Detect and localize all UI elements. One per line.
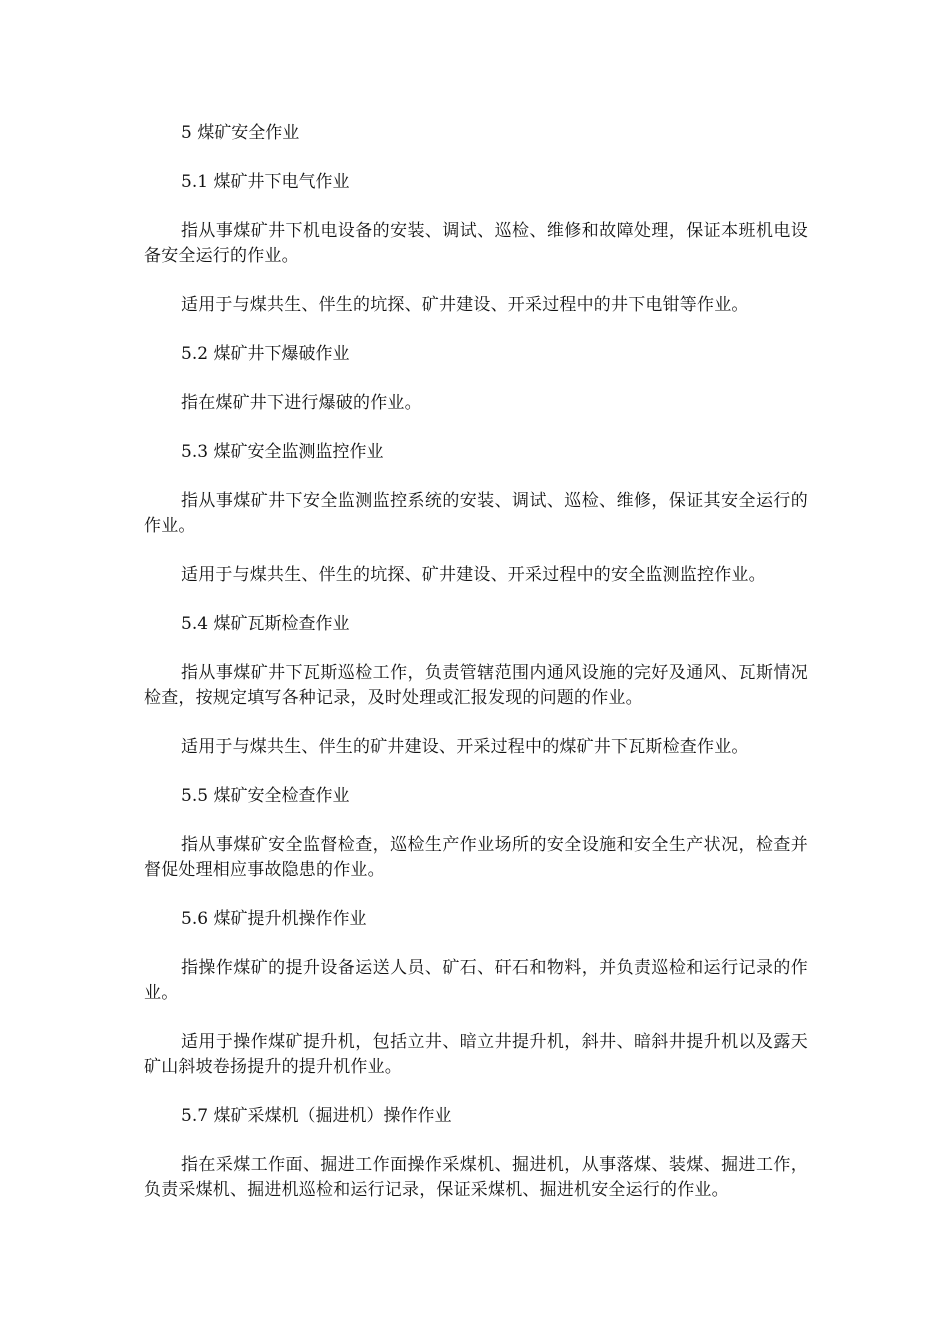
section-heading-5-4: 5.4 煤矿瓦斯检查作业 (181, 614, 350, 634)
paragraph-5-5-definition: 指从事煤矿安全监督检查，巡检生产作业场所的安全设施和安全生产状况，检查并督促处理相应事故隐患的作业。 (144, 835, 808, 880)
paragraph-5-1-scope: 适用于与煤共生、伴生的坑探、矿井建设、开采过程中的井下电钳等作业。 (181, 295, 749, 315)
section-heading-5-3: 5.3 煤矿安全监测监控作业 (181, 442, 384, 462)
document-body (144, 121, 808, 1203)
paragraph-5-7-definition: 指在采煤工作面、掘进工作面操作采煤机、掘进机，从事落煤、装煤、掘进工作，负责采煤机、掘进机巡检和运行记录，保证采煤机、掘进机安全运行的作业。 (144, 1155, 808, 1200)
paragraph-5-4-scope: 适用于与煤共生、伴生的矿井建设、开采过程中的煤矿井下瓦斯检查作业。 (181, 737, 749, 757)
paragraph-5-3-scope: 适用于与煤共生、伴生的坑探、矿井建设、开采过程中的安全监测监控作业。 (181, 565, 766, 585)
paragraph-5-2-definition: 指在煤矿井下进行爆破的作业。 (181, 393, 422, 413)
section-heading-5-6: 5.6 煤矿提升机操作作业 (181, 909, 367, 929)
section-heading-5-7: 5.7 煤矿采煤机（掘进机）操作作业 (181, 1106, 452, 1126)
section-heading-5-1: 5.1 煤矿井下电气作业 (181, 172, 350, 192)
section-heading-5-5: 5.5 煤矿安全检查作业 (181, 786, 350, 806)
paragraph-5-6-scope: 适用于操作煤矿提升机，包括立井、暗立井提升机，斜井、暗斜井提升机以及露天矿山斜坡卷扬提升的提升机作业。 (144, 1032, 808, 1077)
section-heading-5: 5 煤矿安全作业 (181, 123, 300, 143)
paragraph-5-4-definition: 指从事煤矿井下瓦斯巡检工作，负责管辖范围内通风设施的完好及通风、瓦斯情况检查，按规定填写各种记录，及时处理或汇报发现的问题的作业。 (144, 663, 808, 708)
paragraph-5-6-definition: 指操作煤矿的提升设备运送人员、矿石、矸石和物料，并负责巡检和运行记录的作业。 (144, 958, 808, 1003)
section-heading-5-2: 5.2 煤矿井下爆破作业 (181, 344, 350, 364)
paragraph-5-3-definition: 指从事煤矿井下安全监测监控系统的安装、调试、巡检、维修，保证其安全运行的作业。 (144, 491, 808, 536)
paragraph-5-1-definition: 指从事煤矿井下机电设备的安装、调试、巡检、维修和故障处理，保证本班机电设备安全运行的作业。 (144, 221, 808, 266)
